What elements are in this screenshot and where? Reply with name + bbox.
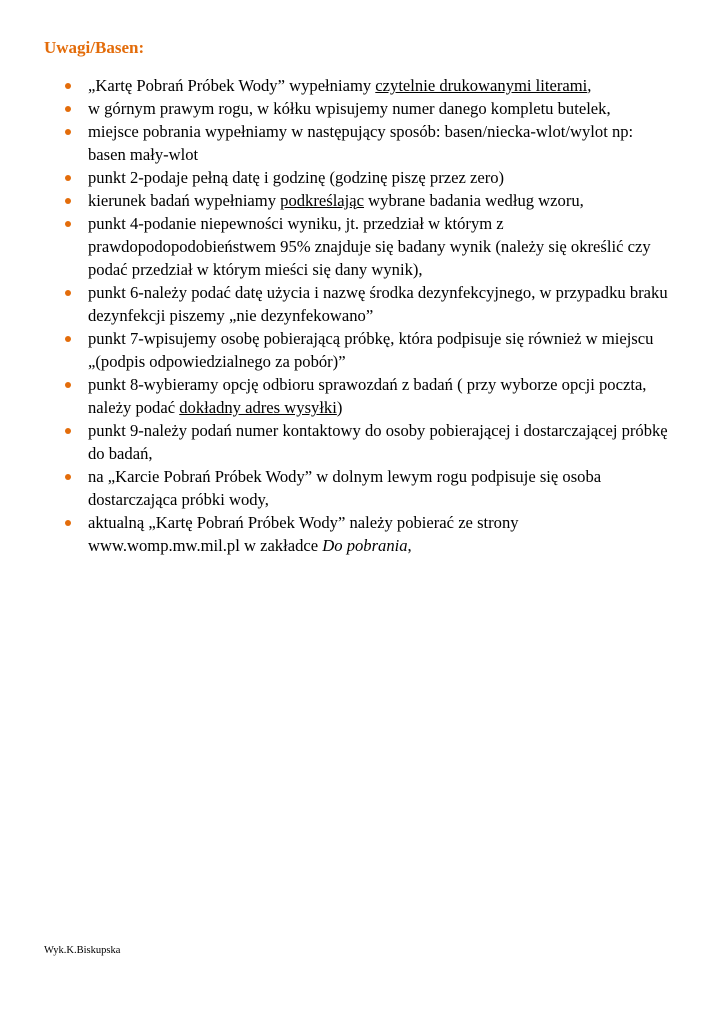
notes-list [0, 74, 725, 557]
item-text-end: , [407, 536, 412, 555]
bullet-icon [65, 175, 71, 181]
underlined-text: czytelnie drukowanymi literami [375, 76, 588, 95]
list-item [0, 281, 725, 327]
list-item [0, 465, 725, 511]
bullet-icon [65, 129, 71, 135]
item-text: punkt 2-podaje pełną datę i godzinę (godzinę piszę przez zero) [88, 168, 505, 187]
item-text-end: wybrane badania według wzoru, [364, 191, 584, 210]
bullet-icon [65, 290, 71, 296]
list-item [0, 212, 725, 281]
footer-author: Wyk.K.Biskupska [44, 945, 121, 956]
list-item [0, 97, 725, 120]
bullet-icon [65, 83, 71, 89]
list-item [0, 511, 725, 557]
item-text: punkt 7-wpisujemy osobę pobierającą próbkę, która podpisuje się również w miejscu „(podpis odpowiedzialnego za pobór)” [88, 329, 654, 371]
item-text: punkt 9-należy podań numer kontaktowy do osoby pobierającej i dostarczającej próbkę do badań, [88, 421, 668, 463]
list-item [0, 189, 725, 212]
bullet-icon [65, 474, 71, 480]
item-text: „Kartę Pobrań Próbek Wody” wypełniamy [88, 76, 376, 95]
bullet-icon [65, 198, 71, 204]
bullet-icon [65, 428, 71, 434]
item-text: punkt 8-wybieramy opcję odbioru sprawozdań z badań ( przy wyborze opcji poczta, należy podać [88, 375, 647, 417]
list-item [0, 120, 725, 166]
item-text: punkt 4-podanie niepewności wyniku, jt. przedział w którym z prawdopodopodobieństwem 95% znajduje się badany wynik (należy się określić czy podać przedział w którym mieści się dany wynik), [88, 214, 651, 279]
list-item [0, 166, 725, 189]
page-title: Uwagi/Basen: [44, 38, 145, 57]
item-text-end: ) [336, 398, 343, 417]
item-text-end: , [587, 76, 592, 95]
item-text: miejsce pobrania wypełniamy w następujący sposób: basen/niecka-wlot/wylot np: basen mały-wlot [88, 122, 634, 164]
list-item [0, 74, 725, 97]
list-item [0, 373, 725, 419]
item-text: na „Karcie Pobrań Próbek Wody” w dolnym lewym rogu podpisuje się osoba dostarczająca próbki wody, [88, 467, 602, 509]
list-item [0, 327, 725, 373]
bullet-icon [65, 520, 71, 526]
italic-text: Do pobrania [322, 536, 408, 555]
bullet-icon [65, 382, 71, 388]
item-text: aktualną „Kartę Pobrań Próbek Wody” należy pobierać ze strony www.womp.mw.mil.pl w zakładce [88, 513, 519, 555]
bullet-icon [65, 336, 71, 342]
list-item [0, 419, 725, 465]
underlined-text: podkreślając [280, 191, 365, 210]
item-text: kierunek badań wypełniamy [88, 191, 281, 210]
bullet-icon [65, 221, 71, 227]
bullet-icon [65, 106, 71, 112]
item-text: punkt 6-należy podać datę użycia i nazwę środka dezynfekcyjnego, w przypadku braku dezynfekcji piszemy „nie dezynfekowano” [88, 283, 668, 325]
item-text: w górnym prawym rogu, w kółku wpisujemy numer danego kompletu butelek, [88, 99, 611, 118]
underlined-text: dokładny adres wysyłki [179, 398, 337, 417]
